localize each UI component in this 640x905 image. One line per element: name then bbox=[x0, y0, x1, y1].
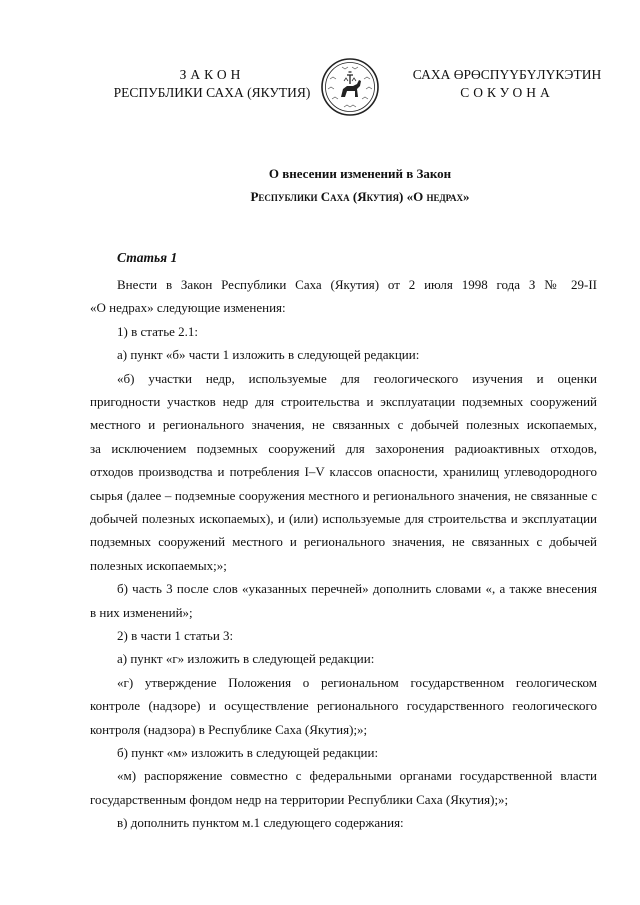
text-line: а) пункт «г» изложить в следующей редакции: bbox=[117, 651, 375, 666]
text-line: полезных ископаемых;»; bbox=[90, 558, 227, 573]
text-line: государственным фондом недр на территории Республики Саха (Якутия);»; bbox=[90, 792, 509, 807]
text-line: подземных сооружений местного и регионального значения, не связанных с добычей bbox=[90, 534, 597, 549]
text-line: б) часть 3 после слов «указанных перечней» дополнить словами «, а также внесения bbox=[117, 581, 597, 596]
text-line: отходов производства и потребления I–V классов опасности, хранилищ углеводородного bbox=[90, 464, 597, 479]
text-line: в них изменений»; bbox=[90, 605, 193, 620]
text-line: «О недрах» следующие изменения: bbox=[90, 300, 286, 315]
text-line: сырья (далее – подземные сооружения местного и регионального значения, не связанные с bbox=[90, 488, 597, 503]
text-line: 2) в части 1 статьи 3: bbox=[117, 628, 234, 643]
coat-of-arms-emblem bbox=[320, 57, 380, 117]
text-line: «б) участки недр, используемые для геологического изучения и оценки bbox=[117, 371, 597, 386]
text-line: добычей полезных ископаемых), и (или) используемые для строительства и эксплуатации bbox=[90, 511, 597, 526]
text-line: а) пункт «б» части 1 изложить в следующей редакции: bbox=[117, 347, 420, 362]
text-line: пригодности участков недр для строительства и эксплуатации подземных сооружений bbox=[90, 394, 597, 409]
text-line: 1) в статье 2.1: bbox=[117, 324, 199, 339]
text-line: за исключением подземных сооружений для захоронения радиоактивных отходов, bbox=[90, 441, 597, 456]
text-line: «м) распоряжение совместно с федеральными органами государственной власти bbox=[117, 768, 597, 783]
header-right-line1: САХА ӨРӨСПҮҮБҮЛҮКЭТИН bbox=[412, 67, 602, 82]
law-title-line1: О внесении изменений в Закон bbox=[268, 166, 452, 181]
header-left-line1: ЗАКОН bbox=[179, 67, 245, 82]
text-line: Внести в Закон Республики Саха (Якутия) от 2 июля 1998 года З № 29-II bbox=[117, 277, 597, 292]
header-left bbox=[100, 66, 324, 102]
text-line: контроля (надзора) в Республике Саха (Якутия);»; bbox=[90, 722, 368, 737]
text-line: «г) утверждение Положения о региональном государственном геологическом bbox=[117, 675, 597, 690]
text-line: контроле (надзоре) и осуществление регионального государственного геологического bbox=[90, 698, 597, 713]
text-line: в) дополнить пунктом м.1 следующего содержания: bbox=[117, 815, 404, 830]
header-left-line2: РЕСПУБЛИКИ САХА (ЯКУТИЯ) bbox=[113, 85, 311, 100]
text-line: б) пункт «м» изложить в следующей редакции: bbox=[117, 745, 379, 760]
header-right bbox=[396, 66, 618, 102]
text-line: местного и регионального значения, не связанных с добычей полезных ископаемых, bbox=[90, 417, 597, 432]
header-right-line2: СОКУОНА bbox=[460, 85, 554, 100]
law-title-line2: Республики Саха (Якутия) «О недрах» bbox=[250, 189, 470, 204]
article-heading: Статья 1 bbox=[117, 250, 178, 265]
